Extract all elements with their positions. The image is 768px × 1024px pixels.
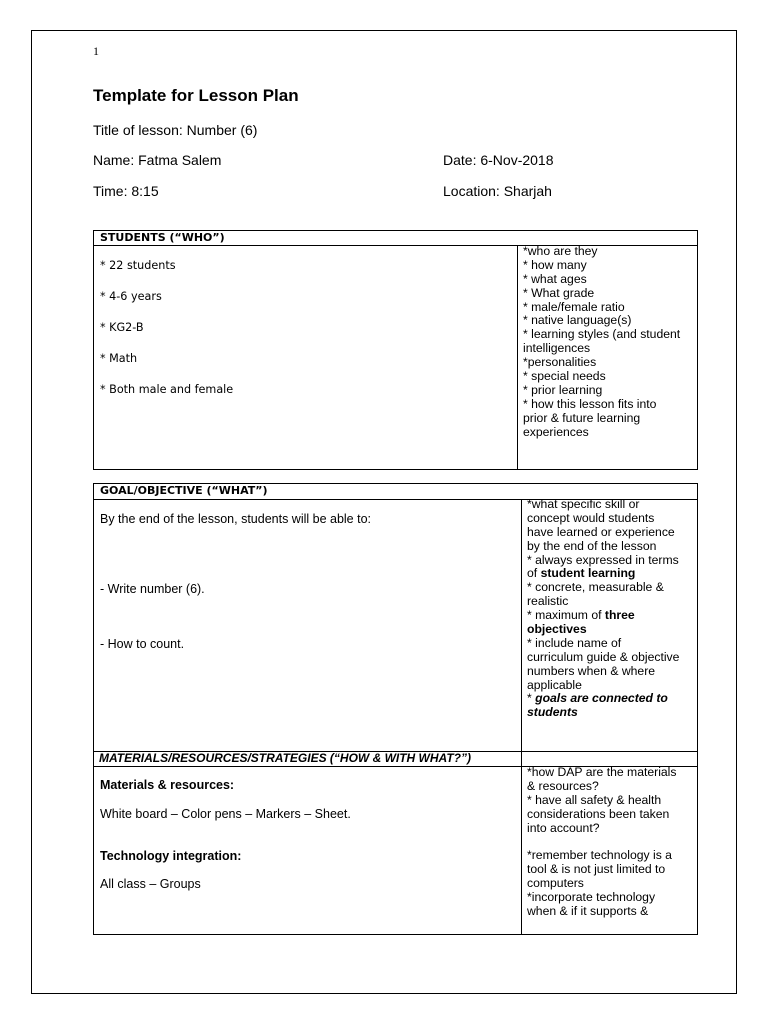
note-text: * maximum of	[527, 608, 605, 623]
note-line: *how DAP are the materials	[527, 765, 677, 779]
students-notes	[523, 245, 680, 439]
note-line: curriculum guide & objective	[527, 649, 680, 664]
goal-objective: - Write number (6).	[100, 582, 205, 596]
note-line: * always expressed in terms	[527, 552, 679, 567]
note-line: when & if it supports &	[527, 903, 649, 918]
note-line: * concrete, measurable &	[527, 580, 664, 595]
note-line: prior & future learning	[523, 410, 641, 425]
students-divider	[517, 245, 518, 469]
note-line: students	[527, 705, 578, 720]
materials-notes	[527, 766, 676, 919]
note-line: *who are they	[523, 244, 598, 258]
note-line: numbers when & where	[527, 663, 656, 678]
name-field: Name: Fatma Salem	[93, 152, 222, 168]
goal-objective: - How to count.	[100, 637, 185, 651]
note-line: * learning styles (and student	[523, 327, 681, 342]
note-emphasis: student learning	[540, 566, 636, 581]
technology-text: All class – Groups	[100, 877, 201, 891]
note-line: objectives	[527, 622, 587, 637]
note-line: * what ages	[523, 271, 587, 286]
page-number: 1	[93, 44, 99, 58]
note-line: *incorporate technology	[527, 890, 656, 905]
note-line: & resources?	[527, 778, 599, 793]
student-item: * Both male and female	[100, 383, 234, 396]
date-field: Date: 6-Nov-2018	[443, 152, 554, 168]
note-line: * male/female ratio	[523, 299, 625, 314]
note-line: by the end of the lesson	[527, 538, 657, 553]
note-line: * include name of	[527, 635, 622, 650]
note-line: experiences	[523, 424, 589, 439]
lesson-title-field: Title of lesson: Number (6)	[93, 122, 258, 138]
technology-label: Technology integration:	[100, 849, 242, 863]
note-line: into account?	[527, 820, 600, 835]
student-item: * 4-6 years	[100, 290, 162, 303]
note-text: *	[527, 691, 536, 706]
note-line: intelligences	[523, 341, 591, 356]
note-text: of	[527, 566, 541, 581]
materials-header: MATERIALS/RESOURCES/STRATEGIES (“HOW & WITH WHAT?”)	[99, 751, 471, 765]
note-line	[527, 567, 679, 581]
note-emphasis: three	[604, 608, 635, 623]
note-line: concept would students	[527, 510, 655, 525]
note-line: * special needs	[523, 369, 606, 384]
note-line	[527, 835, 676, 849]
note-line	[527, 692, 679, 706]
resources-text: White board – Color pens – Markers – Sheet.	[100, 807, 351, 821]
note-line: *what specific skill or	[527, 497, 640, 511]
student-item: * KG2-B	[100, 321, 144, 334]
note-line: *personalities	[523, 355, 597, 370]
note-line: * native language(s)	[523, 313, 632, 328]
note-line: * how many	[523, 257, 587, 272]
note-line: computers	[527, 876, 584, 891]
goal-header: GOAL/OBJECTIVE (“WHAT”)	[94, 484, 697, 500]
goal-divider	[521, 499, 522, 934]
goal-notes	[527, 498, 679, 720]
note-line: * have all safety & health	[527, 792, 662, 807]
note-line: * What grade	[523, 285, 595, 300]
time-field: Time: 8:15	[93, 183, 159, 199]
students-header: STUDENTS (“WHO”)	[94, 231, 697, 246]
goal-intro: By the end of the lesson, students will be able to:	[100, 512, 372, 526]
student-item: * 22 students	[100, 259, 176, 272]
note-line: realistic	[527, 594, 569, 609]
note-line: have learned or experience	[527, 524, 675, 539]
note-line: applicable	[527, 677, 582, 692]
student-item: * Math	[100, 352, 138, 365]
note-line: * prior learning	[523, 382, 603, 397]
note-emphasis: goals are connected to	[535, 691, 668, 706]
location-field: Location: Sharjah	[443, 183, 552, 199]
note-line: tool & is not just limited to	[527, 862, 666, 877]
document-title: Template for Lesson Plan	[93, 86, 299, 105]
note-line: *remember technology is a	[527, 848, 672, 863]
note-line	[527, 609, 679, 623]
note-line: * how this lesson fits into	[523, 396, 657, 411]
resources-label: Materials & resources:	[100, 778, 235, 792]
note-line: considerations been taken	[527, 806, 670, 821]
